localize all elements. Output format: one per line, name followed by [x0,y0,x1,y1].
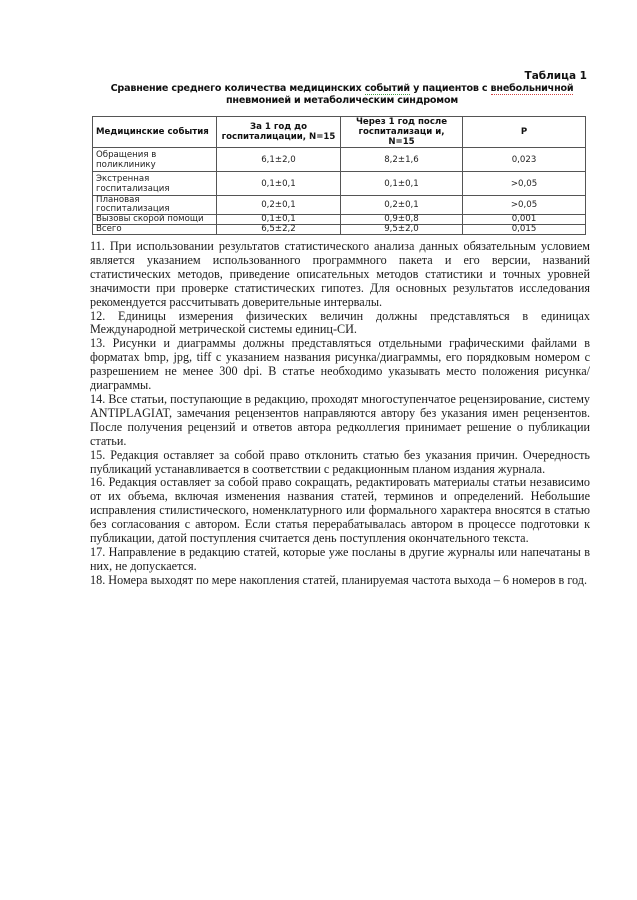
value-after: 8,2±1,6 [341,148,463,172]
rule-paragraph-16: 16. Редакция оставляет за собой право сокращать, редактировать материалы статьи независимо от их объема, включая изменения названия статей, терминов и определений. Небольшие исправления стилистического, номенклатурного или формального характера вносятся в статью без согласования с автором. Если статья перерабатывалась автором в процессе подготовки к публикации, датой поступления считается день поступления окончательного текста. [90,475,590,546]
row-name: Плановая госпитализация [93,196,217,215]
value-p: 0,001 [463,215,586,225]
row-name: Вызовы скорой помощи [93,215,217,225]
value-p: 0,015 [463,225,586,235]
rule-paragraph-17: 17. Направление в редакцию статей, которые уже посланы в другие журналы или напечатаны в них, не допускается. [90,544,590,573]
value-after: 0,9±0,8 [341,215,463,225]
header-before-hospitalization: За 1 год до госпиталицации, N=15 [217,117,341,148]
value-before: 6,1±2,0 [217,148,341,172]
caption-spell-flagged-word: внебольничной [490,83,574,94]
value-p: 0,023 [463,148,586,172]
value-before: 0,1±0,1 [217,215,341,225]
value-before: 0,1±0,1 [217,172,341,196]
value-p: >0,05 [463,196,586,215]
value-before: 6,5±2,2 [217,225,341,235]
caption-text-part: Сравнение среднего количества медицинских [110,83,365,94]
table-row [93,172,586,196]
table-header-row [93,117,586,148]
medical-events-table [92,116,586,235]
value-after: 9,5±2,0 [341,225,463,235]
value-after: 0,2±0,1 [341,196,463,215]
value-before: 0,2±0,1 [217,196,341,215]
caption-grammar-flagged-word: событий [364,83,410,94]
header-p-value: P [463,117,586,148]
caption-text-part: у пациентов с [409,83,491,94]
rule-paragraph-18: 18. Номера выходят по мере накопления статей, планируемая частота выхода – 6 номеров в год. [90,572,588,587]
table-row [93,196,586,215]
rule-paragraph-15: 15. Редакция оставляет за собой право отклонить статью без указания причин. Очередность публикаций устанавливается в соответствии с редакционным планом издания журнала. [90,447,590,476]
table-row [93,225,586,235]
table-number-label: Таблица 1 [524,70,587,82]
row-name: Всего [93,225,217,235]
value-p: >0,05 [463,172,586,196]
row-name: Обращения в поликлинику [93,148,217,172]
rule-paragraph-13: 13. Рисунки и диаграммы должны представляться отдельными графическими файлами в форматах bmp, jpg, tiff с указанием названия рисунка/диаграммы, его порядковым номером с разрешением не менее 300 dpi. В статье необходимо указывать место положения рисунка/диаграммы. [90,336,590,393]
rule-paragraph-14: 14. Все статьи, поступающие в редакцию, проходят многоступенчатое рецензирование, систему ANTIPLAGIAT, замечания рецензентов направляются автору без указания имен рецензентов. После получения рецензий и ответов автора редколлегия принимает решение о публикации статьи. [90,391,590,448]
caption-text-part: пневмонией и метаболическим синдромом [226,95,458,106]
table-caption [82,83,602,107]
header-after-hospitalization: Через 1 год после госпитализаци и, N=15 [341,117,463,148]
table-row [93,215,586,225]
rule-paragraph-11: 11. При использовании результатов статистического анализа данных обязательным условием является указанием использованного программного пакета и его версии, названий статистических методов, приведение описательных методов статистики и точных уровней значимости при проверке статистических гипотез. Для основных результатов исследования рекомендуется рассчитывать доверительные интервалы. [90,239,590,309]
header-medical-events: Медицинские события [93,117,217,148]
value-after: 0,1±0,1 [341,172,463,196]
row-name: Экстренная госпитализация [93,172,217,196]
table-row [93,148,586,172]
rules-list [90,240,590,588]
rule-paragraph-12: 12. Единицы измерения физических величин должны представляться в единицах Международной метрической системы единиц-СИ. [90,308,590,337]
